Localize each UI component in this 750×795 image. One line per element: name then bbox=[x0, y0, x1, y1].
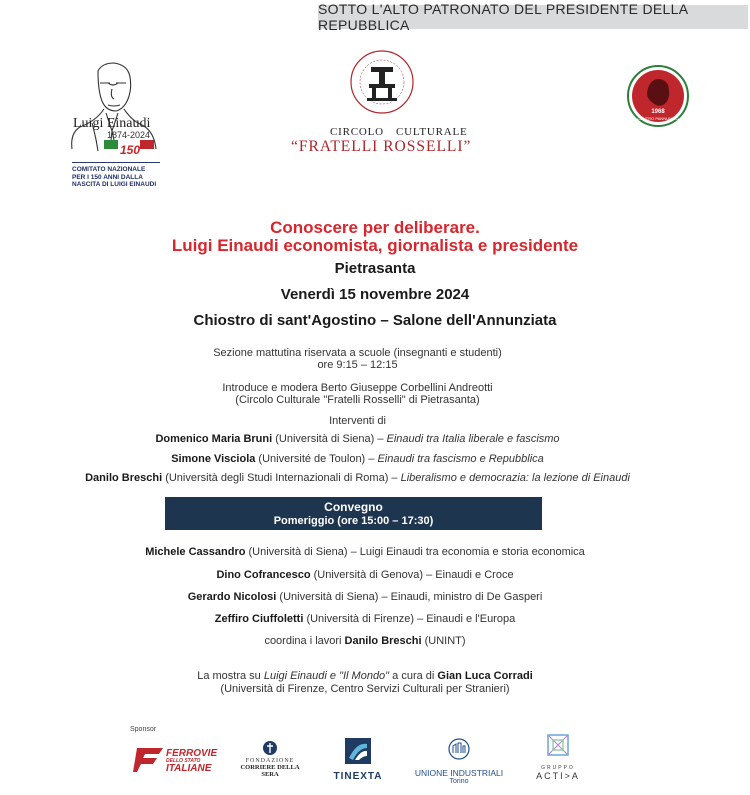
speaker-name: Zeffiro Ciuffoletti bbox=[214, 613, 304, 625]
talk-item: Gerardo Nicolosi (Università di Siena) – Einaudi, ministro di De Gasperi bbox=[187, 591, 543, 603]
actia-cube-icon bbox=[545, 732, 571, 758]
moderator-affiliation: (Circolo Culturale "Fratelli Rosselli" di Pietrasanta) bbox=[235, 394, 480, 406]
speaker-name: Domenico Maria Bruni bbox=[155, 433, 273, 445]
talk-item: Michele Cassandro (Università di Siena) – Luigi Einaudi tra economia e storia economica bbox=[145, 546, 585, 558]
title-line-2: Luigi Einaudi economista, giornalista e presidente bbox=[171, 236, 579, 255]
talk-title: Liberalismo e democrazia: la lezione di Einaudi bbox=[400, 472, 630, 484]
speaker-name: Michele Cassandro bbox=[145, 546, 246, 558]
event-venue: Chiostro di sant'Agostino – Salone dell'Annunziata bbox=[193, 312, 557, 329]
talk-item: Dino Cofrancesco (Università di Genova) – Einaudi e Croce bbox=[216, 569, 514, 581]
circolo-seal-icon bbox=[349, 49, 415, 115]
einaudi-name: Luigi Einaudi bbox=[73, 116, 151, 131]
speaker-name: Dino Cofrancesco bbox=[216, 569, 311, 581]
title-line-1: Conoscere per deliberare. bbox=[270, 218, 480, 237]
circolo-label: CIRCOLO CULTURALE bbox=[330, 126, 468, 138]
ferrovie-logo-icon bbox=[133, 744, 167, 774]
morning-session: Sezione mattutina riservata a scuole (insegnanti e studenti) bbox=[213, 347, 502, 359]
talk-item: Domenico Maria Bruni (Università di Siena) – Einaudi tra Italia liberale e fascismo bbox=[155, 433, 560, 445]
talk-item: Zeffiro Ciuffoletti (Università di Firenze) – Einaudi e l'Europa bbox=[214, 613, 516, 625]
einaudi-anniversary: 150 bbox=[120, 143, 141, 157]
moderator: Introduce e modera Berto Giuseppe Corbellini Andreotti bbox=[222, 382, 493, 394]
convegno-band bbox=[165, 497, 542, 530]
sponsor-label: Sponsor bbox=[130, 726, 157, 733]
svg-text:CENTRO PANNUNZIO: CENTRO PANNUNZIO bbox=[637, 116, 679, 121]
morning-time: ore 9:15 – 12:15 bbox=[317, 359, 398, 371]
talk-title: Einaudi tra Italia liberale e fascismo bbox=[386, 433, 560, 445]
flag-green-stripe bbox=[104, 140, 118, 149]
talk-item: Simone Visciola (Université de Toulon) – Einaudi tra fascismo e Repubblica bbox=[171, 453, 544, 465]
fondazione-corriere-logo: FONDAZIONE CORRIERE DELLA SERA bbox=[235, 740, 305, 778]
speaker-name: Simone Visciola bbox=[171, 453, 256, 465]
event-date: Venerdì 15 novembre 2024 bbox=[280, 286, 470, 303]
unione-industriali-logo: UNIONE INDUSTRIALI Torino bbox=[413, 737, 505, 785]
exhibition-affiliation: (Università di Firenze, Centro Servizi Culturali per Stranieri) bbox=[220, 683, 510, 695]
speaker-name: Gerardo Nicolosi bbox=[187, 591, 277, 603]
einaudi-years: 1874-2024 bbox=[107, 130, 151, 140]
flag-red-stripe bbox=[140, 140, 154, 149]
divider bbox=[72, 162, 160, 163]
ferrovie-text: FERROVIE DELLO STATO ITALIANE bbox=[166, 748, 218, 774]
tinexta-mark-icon bbox=[345, 738, 371, 764]
corriere-seal-icon bbox=[262, 740, 278, 756]
svg-text:1968: 1968 bbox=[651, 109, 665, 115]
talks-label: Interventi di bbox=[329, 415, 386, 427]
exhibition: La mostra su Luigi Einaudi e "Il Mondo" a cura di Gian Luca Corradi bbox=[197, 670, 533, 682]
speaker-name: Danilo Breschi bbox=[85, 472, 163, 484]
event-city: Pietrasanta bbox=[334, 260, 416, 277]
circolo-name: “FRATELLI ROSSELLI” bbox=[291, 138, 472, 155]
convegno-time: Pomeriggio (ore 15:00 – 17:30) bbox=[273, 515, 434, 527]
talk-title: Einaudi tra fascismo e Repubblica bbox=[377, 453, 544, 465]
patronage-banner: SOTTO L'ALTO PATRONATO DEL PRESIDENTE DELLA REPUBBLICA bbox=[318, 5, 748, 29]
convegno-heading: Convegno bbox=[324, 500, 383, 514]
tinexta-logo: TINEXTA bbox=[333, 738, 383, 782]
talk-item: Danilo Breschi (Università degli Studi Internazionali di Roma) – Liberalismo e democrazia: la lezione di Einaudi bbox=[85, 472, 630, 484]
centro-pannunzio-logo-icon bbox=[627, 65, 689, 127]
einaudi-committee: COMITATO NAZIONALE PER I 150 ANNI DALLA NASCITA DI LUIGI EINAUDI bbox=[72, 166, 157, 188]
unione-industriali-emblem-icon bbox=[447, 737, 471, 761]
coordinator: coordina i lavori Danilo Breschi (UNINT) bbox=[264, 635, 466, 647]
gruppo-actia-logo: GRUPPO ACTI>A bbox=[528, 732, 588, 781]
